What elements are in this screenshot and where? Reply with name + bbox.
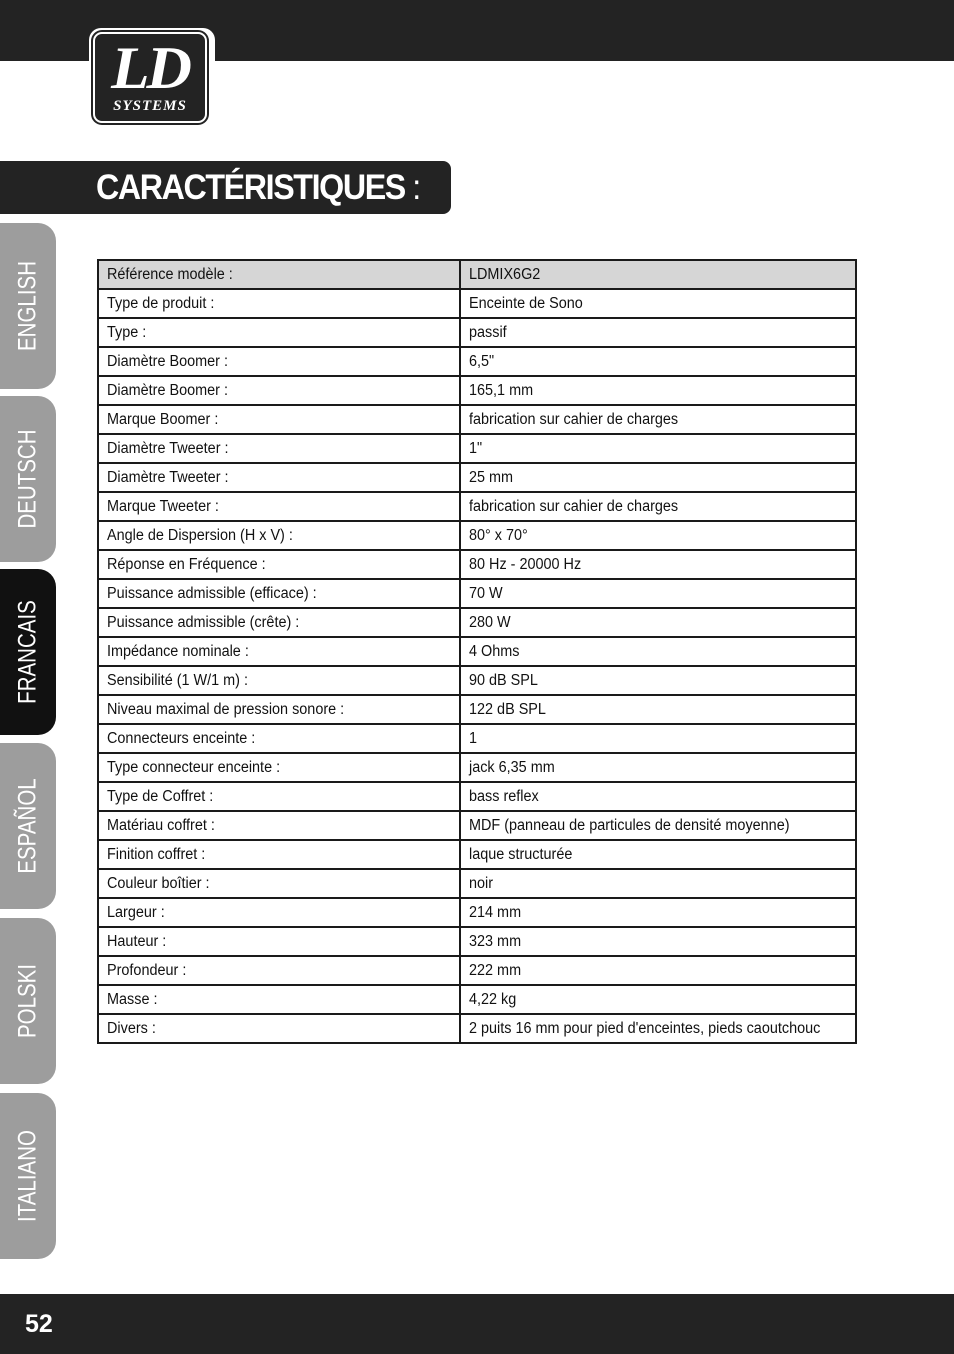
spec-row (98, 347, 856, 376)
spec-value: 214 mm (469, 903, 522, 921)
spec-label: Marque Boomer : (107, 410, 219, 428)
spec-value-cell (460, 376, 856, 405)
spec-value-cell (460, 956, 856, 985)
spec-label-cell (98, 840, 460, 869)
spec-value: 1" (469, 439, 483, 457)
spec-value: jack 6,35 mm (469, 758, 555, 776)
spec-value: 165,1 mm (469, 381, 534, 399)
tab-english[interactable] (0, 223, 56, 389)
spec-label-cell (98, 811, 460, 840)
spec-value: 1 (469, 729, 478, 747)
spec-value-cell (460, 637, 856, 666)
spec-label: Hauteur : (107, 932, 167, 950)
spec-value: laque structurée (469, 845, 573, 863)
tab-francais[interactable] (0, 569, 56, 735)
spec-label-cell (98, 521, 460, 550)
spec-value-cell (460, 550, 856, 579)
spec-label-cell (98, 927, 460, 956)
spec-label: Puissance admissible (efficace) : (107, 584, 317, 602)
spec-value: LDMIX6G2 (469, 265, 541, 283)
spec-label: Type : (107, 323, 147, 341)
spec-value-cell (460, 289, 856, 318)
spec-label-cell (98, 753, 460, 782)
spec-value-cell (460, 840, 856, 869)
brand-logo-sub: SYSTEMS (113, 98, 187, 114)
spec-value-cell (460, 927, 856, 956)
spec-row (98, 811, 856, 840)
spec-label-cell (98, 492, 460, 521)
spec-label: Sensibilité (1 W/1 m) : (107, 671, 248, 689)
spec-value-cell (460, 695, 856, 724)
spec-value-cell (460, 318, 856, 347)
spec-value-cell (460, 260, 856, 289)
spec-value: fabrication sur cahier de charges (469, 497, 679, 515)
spec-value: fabrication sur cahier de charges (469, 410, 679, 428)
spec-value: passif (469, 323, 507, 341)
brand-logo-mark (93, 32, 207, 123)
spec-value-cell (460, 724, 856, 753)
tab-espanol-label: ESPAÑOL (13, 778, 42, 874)
tab-italiano-label: ITALIANO (13, 1130, 42, 1222)
page-number: 52 (25, 1310, 53, 1338)
spec-value-cell (460, 898, 856, 927)
spec-label: Finition coffret : (107, 845, 206, 863)
spec-label: Connecteurs enceinte : (107, 729, 256, 747)
tab-italiano[interactable] (0, 1093, 56, 1259)
spec-label: Réponse en Fréquence : (107, 555, 266, 573)
spec-label: Type de Coffret : (107, 787, 214, 805)
spec-label-cell (98, 695, 460, 724)
spec-label: Angle de Dispersion (H x V) : (107, 526, 293, 544)
spec-value-cell (460, 753, 856, 782)
tab-english-label: ENGLISH (13, 260, 42, 352)
spec-label: Impédance nominale : (107, 642, 249, 660)
spec-row (98, 492, 856, 521)
spec-label-cell (98, 724, 460, 753)
spec-value-cell (460, 579, 856, 608)
spec-label-cell (98, 666, 460, 695)
spec-label: Masse : (107, 990, 158, 1008)
spec-label: Largeur : (107, 903, 165, 921)
spec-value: 4,22 kg (469, 990, 517, 1008)
spec-value: 323 mm (469, 932, 522, 950)
spec-row (98, 405, 856, 434)
spec-row (98, 666, 856, 695)
spec-label: Niveau maximal de pression sonore : (107, 700, 345, 718)
spec-label: Diamètre Tweeter : (107, 439, 229, 457)
spec-label: Profondeur : (107, 961, 187, 979)
spec-value-cell (460, 1014, 856, 1043)
spec-row (98, 550, 856, 579)
brand-logo-main: LD (111, 35, 189, 101)
spec-row (98, 637, 856, 666)
spec-label-cell (98, 898, 460, 927)
spec-label: Diamètre Boomer : (107, 381, 228, 399)
spec-label-cell (98, 405, 460, 434)
spec-row (98, 869, 856, 898)
page-title-text: CARACTÉRISTIQUES (96, 168, 405, 207)
spec-label-cell (98, 347, 460, 376)
tab-polski[interactable] (0, 918, 56, 1084)
bottom-bar (0, 1294, 954, 1354)
spec-value: bass reflex (469, 787, 539, 805)
spec-row (98, 724, 856, 753)
spec-row (98, 318, 856, 347)
spec-row (98, 898, 856, 927)
title-bar (0, 161, 451, 214)
spec-label-cell (98, 637, 460, 666)
spec-label-cell (98, 985, 460, 1014)
spec-value-cell (460, 463, 856, 492)
spec-label: Référence modèle : (107, 265, 233, 283)
spec-value-cell (460, 782, 856, 811)
spec-value-cell (460, 666, 856, 695)
spec-value-cell (460, 869, 856, 898)
spec-row (98, 695, 856, 724)
spec-value: 80 Hz - 20000 Hz (469, 555, 582, 573)
spec-value: MDF (panneau de particules de densité moyenne) (469, 816, 790, 834)
spec-value: Enceinte de Sono (469, 294, 584, 312)
spec-row (98, 782, 856, 811)
spec-label-cell (98, 579, 460, 608)
spec-label-cell (98, 318, 460, 347)
spec-row (98, 608, 856, 637)
spec-value-cell (460, 608, 856, 637)
spec-row (98, 1014, 856, 1043)
tab-polski-label: POLSKI (13, 963, 42, 1039)
brand-logo (89, 28, 215, 127)
spec-row (98, 579, 856, 608)
tab-deutsch-label: DEUTSCH (13, 429, 42, 529)
spec-row (98, 434, 856, 463)
spec-label-cell (98, 289, 460, 318)
tab-deutsch[interactable] (0, 396, 56, 562)
spec-value-cell (460, 347, 856, 376)
spec-value: noir (469, 874, 494, 892)
spec-value: 122 dB SPL (469, 700, 547, 718)
spec-value: 280 W (469, 613, 511, 631)
spec-label-cell (98, 1014, 460, 1043)
spec-label-cell (98, 434, 460, 463)
spec-label: Divers : (107, 1019, 156, 1037)
spec-label: Matériau coffret : (107, 816, 215, 834)
spec-label: Type de produit : (107, 294, 215, 312)
page-title (96, 167, 421, 209)
spec-row (98, 840, 856, 869)
tab-francais-label: FRANCAIS (13, 600, 42, 704)
spec-row (98, 985, 856, 1014)
page-title-colon: : (412, 168, 422, 207)
spec-row (98, 376, 856, 405)
spec-value: 70 W (469, 584, 503, 602)
spec-label-cell (98, 869, 460, 898)
spec-row (98, 753, 856, 782)
spec-row (98, 956, 856, 985)
spec-label: Diamètre Boomer : (107, 352, 228, 370)
spec-value-cell (460, 434, 856, 463)
spec-label: Marque Tweeter : (107, 497, 219, 515)
spec-label-cell (98, 956, 460, 985)
spec-row (98, 521, 856, 550)
spec-value: 222 mm (469, 961, 522, 979)
spec-row (98, 260, 856, 289)
spec-value: 25 mm (469, 468, 514, 486)
spec-label-cell (98, 608, 460, 637)
spec-table (97, 259, 857, 1044)
spec-label: Type connecteur enceinte : (107, 758, 281, 776)
spec-value-cell (460, 521, 856, 550)
spec-label: Puissance admissible (crête) : (107, 613, 300, 631)
spec-value-cell (460, 405, 856, 434)
spec-row (98, 463, 856, 492)
spec-value: 90 dB SPL (469, 671, 539, 689)
spec-value: 80° x 70° (469, 526, 529, 544)
spec-row (98, 289, 856, 318)
spec-row (98, 927, 856, 956)
spec-label: Diamètre Tweeter : (107, 468, 229, 486)
spec-label-cell (98, 260, 460, 289)
spec-label-cell (98, 463, 460, 492)
spec-label: Couleur boîtier : (107, 874, 210, 892)
spec-value: 6,5" (469, 352, 495, 370)
tab-espanol[interactable] (0, 743, 56, 909)
spec-value-cell (460, 811, 856, 840)
spec-label-cell (98, 376, 460, 405)
spec-value-cell (460, 492, 856, 521)
spec-value-cell (460, 985, 856, 1014)
spec-label-cell (98, 550, 460, 579)
spec-value: 4 Ohms (469, 642, 520, 660)
spec-value: 2 puits 16 mm pour pied d'enceintes, pieds caoutchouc (469, 1019, 821, 1037)
spec-label-cell (98, 782, 460, 811)
